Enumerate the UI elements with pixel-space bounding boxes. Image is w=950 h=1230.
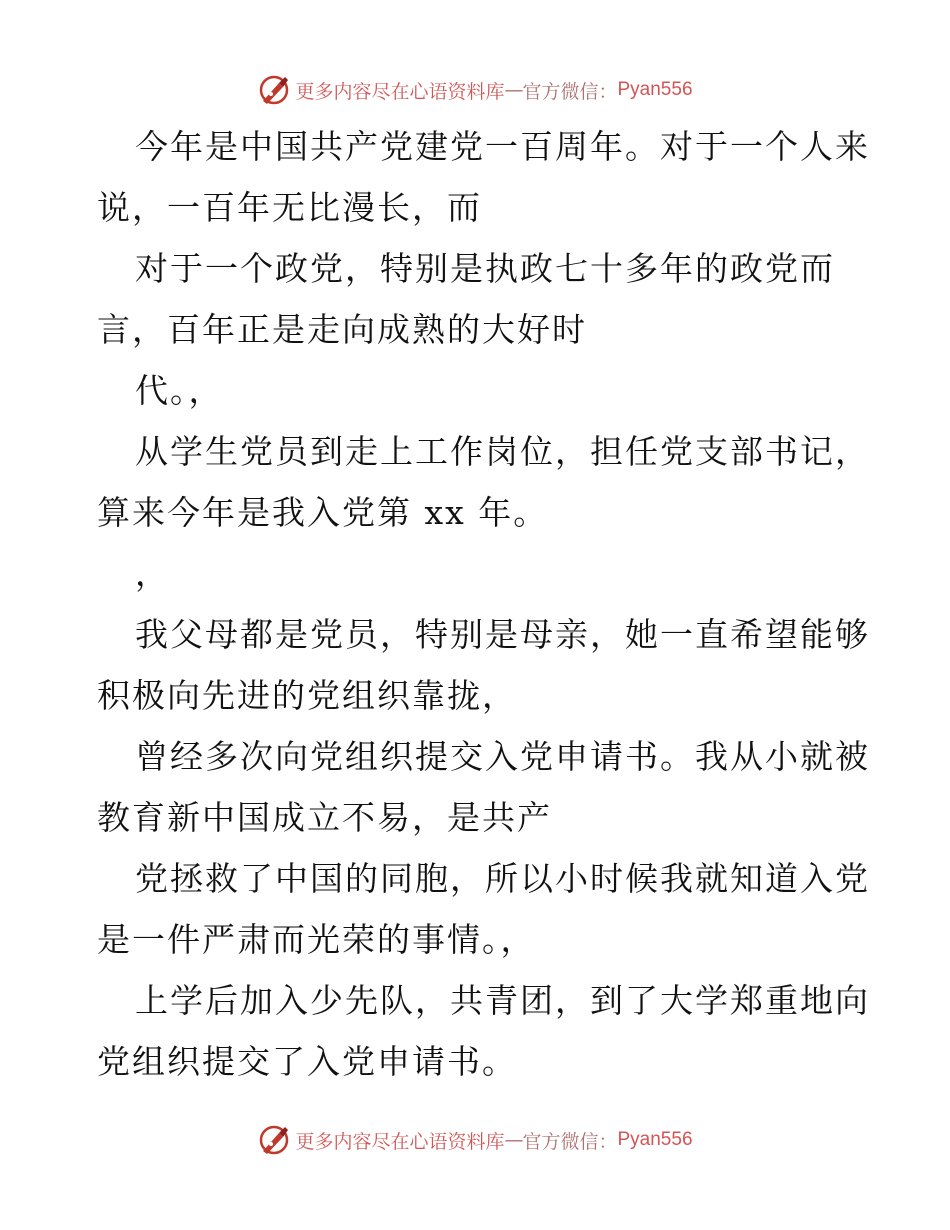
pen-logo-icon (257, 73, 291, 107)
banner-official-label: 官方微信： (522, 1130, 618, 1153)
footer-banner (0, 1120, 950, 1160)
body-line: 是一件严肃而光荣的事情。， (97, 920, 536, 959)
body-line: 积极向先进的党组织靠拢， (97, 676, 517, 715)
body-line: 对于一个政党，特别是执政七十多年的政党而 (135, 249, 835, 288)
body-line: ， (135, 554, 170, 593)
banner-site-text: 更多内容尽在心语资料库 (295, 80, 505, 103)
document-body (97, 116, 870, 1092)
banner-official-label: 官方微信： (522, 80, 618, 103)
header-banner (0, 70, 950, 110)
banner-wechat-id: Pyan556 (617, 79, 693, 100)
banner-site-text: 更多内容尽在心语资料库 (295, 1130, 505, 1153)
body-line: 从学生党员到走上工作岗位，担任党支部书记， (135, 432, 870, 471)
body-line: 言，百年正是走向成熟的大好时 (97, 310, 587, 349)
banner-dash: — (504, 1129, 523, 1151)
body-line: 说，一百年无比漫长，而 (97, 188, 482, 227)
body-line: 我父母都是党员，特别是母亲，她一直希望能够 (135, 615, 870, 654)
body-line: 党组织提交了入党申请书。 (97, 1042, 517, 1081)
body-line: 代。， (135, 371, 224, 410)
body-line: 教育新中国成立不易，是共产 (97, 798, 552, 837)
banner-wechat-id: Pyan556 (617, 1129, 693, 1150)
body-line: 上学后加入少先队，共青团，到了大学郑重地向 (135, 981, 870, 1020)
body-line: 曾经多次向党组织提交入党申请书。我从小就被 (135, 737, 870, 776)
pen-logo-icon (257, 1123, 291, 1157)
body-line: 算来今年是我入党第 xx 年。 (97, 493, 549, 532)
body-line: 今年是中国共产党建党一百周年。对于一个人来 (135, 127, 870, 166)
body-line: 党拯救了中国的同胞，所以小时候我就知道入党 (135, 859, 870, 898)
banner-dash: — (504, 79, 523, 101)
